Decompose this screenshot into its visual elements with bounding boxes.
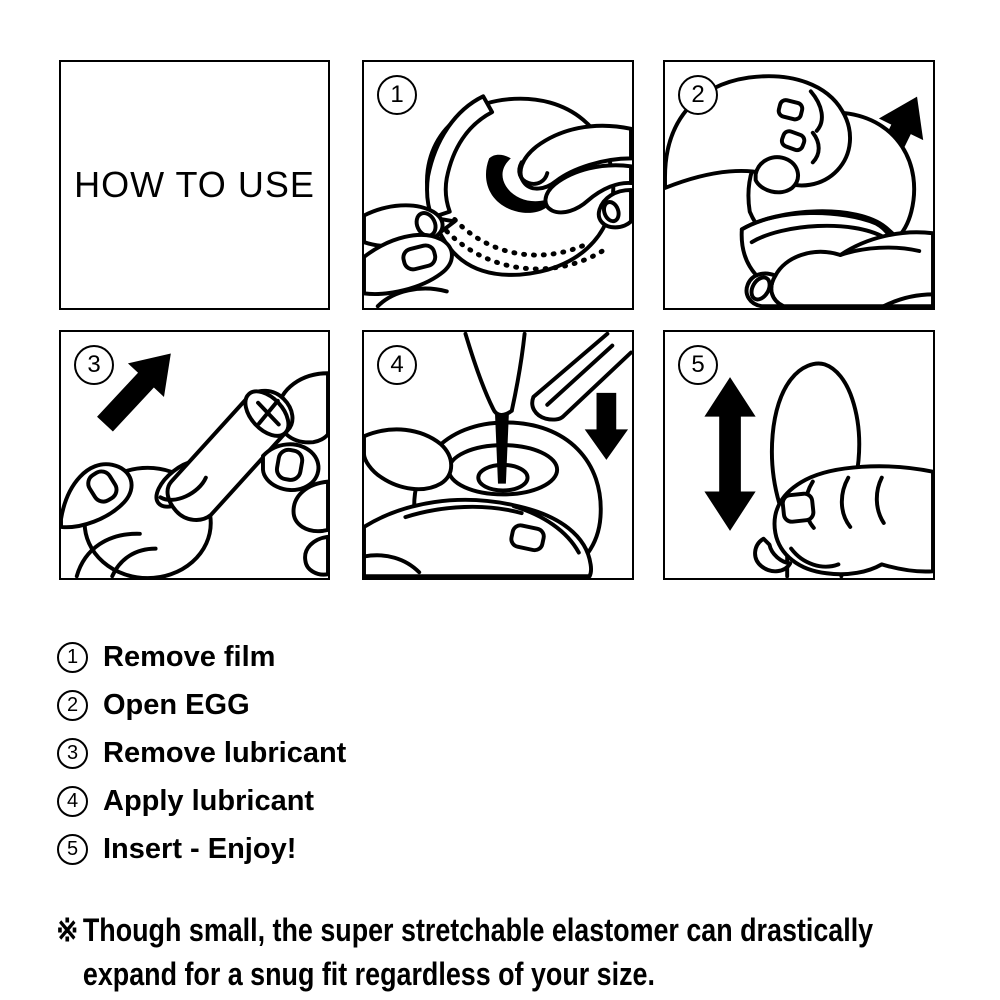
list-item — [57, 777, 346, 825]
circled-number: 4 — [57, 786, 88, 817]
down-arrow-icon — [585, 393, 628, 460]
circled-number: 3 — [57, 738, 88, 769]
left-hand — [364, 205, 455, 306]
list-item — [57, 729, 346, 777]
panel-1-remove-film — [362, 60, 634, 310]
reference-mark: ※ — [56, 912, 79, 948]
panel-number-badge: 5 — [678, 345, 718, 385]
instruction-text: Apply lubricant — [103, 784, 315, 817]
panel-number-badge: 1 — [377, 75, 417, 115]
list-item — [57, 633, 346, 681]
circled-number: 5 — [57, 834, 88, 865]
panel-3-remove-lubricant — [59, 330, 330, 580]
instruction-text: Insert - Enjoy! — [103, 832, 297, 865]
list-item — [57, 681, 346, 729]
panel-4-apply-lubricant — [362, 330, 634, 580]
footnote — [56, 908, 997, 996]
instruction-text: Remove lubricant — [103, 736, 347, 769]
footnote-line-1: Though small, the super stretchable elastomer can drastically — [82, 912, 874, 948]
instruction-text: Remove film — [103, 640, 276, 673]
list-item — [57, 825, 346, 873]
panel-5-insert-enjoy — [663, 330, 935, 580]
footnote-line-2: expand for a snug fit regardless of your size. — [82, 956, 655, 992]
right-hand — [263, 444, 328, 574]
circled-number: 2 — [57, 690, 88, 721]
panel-number-badge: 2 — [678, 75, 718, 115]
panel-number-badge: 4 — [377, 345, 417, 385]
page-title: HOW TO USE — [74, 164, 315, 205]
panel-number-badge: 3 — [74, 345, 114, 385]
instruction-text: Open EGG — [103, 688, 250, 721]
circled-number: 1 — [57, 642, 88, 673]
title-panel — [59, 60, 330, 310]
up-down-arrow-icon — [704, 377, 755, 531]
panel-2-open-egg — [663, 60, 935, 310]
instruction-list — [57, 633, 346, 873]
